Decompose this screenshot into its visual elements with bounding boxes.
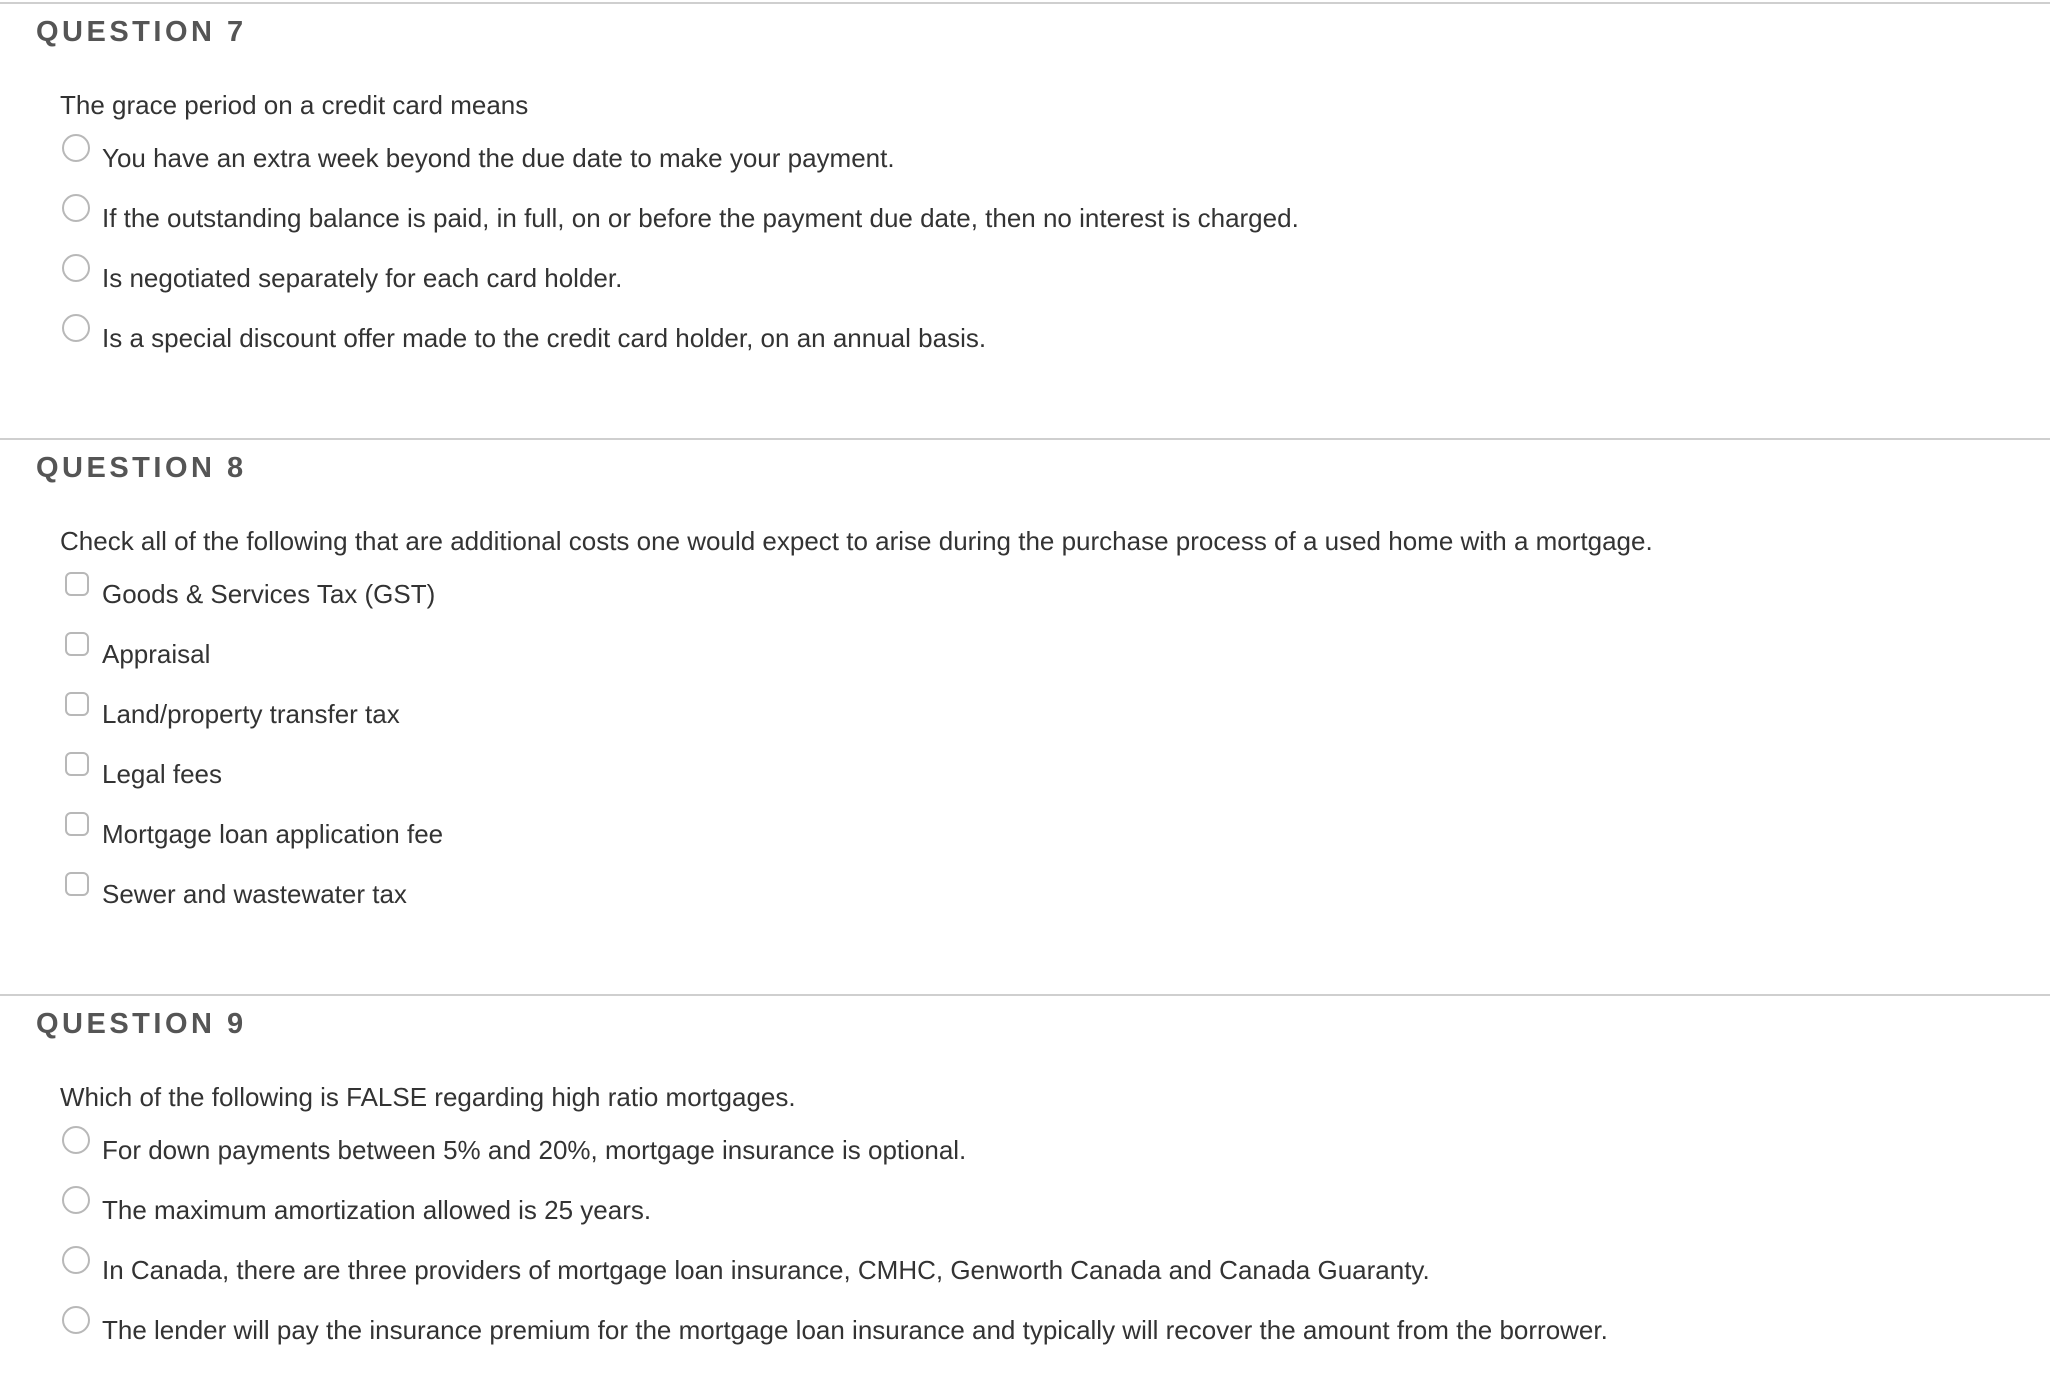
option-label[interactable]: For down payments between 5% and 20%, mortgage insurance is optional.: [102, 1135, 967, 1165]
checkbox[interactable]: [65, 812, 89, 836]
question-prompt: Which of the following is FALSE regarding high ratio mortgages.: [60, 1082, 796, 1112]
option-label[interactable]: Legal fees: [102, 759, 222, 789]
radio-button[interactable]: [62, 134, 90, 162]
question-9: [0, 994, 2050, 1378]
option-label[interactable]: Land/property transfer tax: [102, 699, 400, 729]
radio-button[interactable]: [62, 194, 90, 222]
question-title: QUESTION 8: [36, 452, 247, 484]
option-label[interactable]: If the outstanding balance is paid, in full, on or before the payment due date, then no interest is charged.: [102, 203, 1299, 233]
question-7: [0, 2, 2050, 440]
radio-button[interactable]: [62, 314, 90, 342]
checkbox[interactable]: [65, 632, 89, 656]
radio-button[interactable]: [62, 1126, 90, 1154]
option-label[interactable]: Goods & Services Tax (GST): [102, 579, 436, 609]
option-label[interactable]: Is a special discount offer made to the credit card holder, on an annual basis.: [102, 323, 987, 353]
radio-button[interactable]: [62, 254, 90, 282]
option-label[interactable]: Sewer and wastewater tax: [102, 879, 407, 909]
option-label[interactable]: Appraisal: [102, 639, 211, 669]
checkbox[interactable]: [65, 572, 89, 596]
radio-button[interactable]: [62, 1306, 90, 1334]
question-prompt: The grace period on a credit card means: [60, 90, 529, 120]
checkbox[interactable]: [65, 692, 89, 716]
option-label[interactable]: Is negotiated separately for each card holder.: [102, 263, 623, 293]
option-label[interactable]: In Canada, there are three providers of mortgage loan insurance, CMHC, Genworth Canada and Canada Guaranty.: [102, 1255, 1430, 1285]
question-8: [0, 438, 2050, 996]
option-label[interactable]: The lender will pay the insurance premium for the mortgage loan insurance and typically will recover the amount from the borrower.: [102, 1315, 1608, 1345]
checkbox[interactable]: [65, 752, 89, 776]
question-title: QUESTION 9: [36, 1008, 247, 1040]
radio-button[interactable]: [62, 1246, 90, 1274]
option-label[interactable]: Mortgage loan application fee: [102, 819, 444, 849]
question-title: QUESTION 7: [36, 16, 247, 48]
checkbox[interactable]: [65, 872, 89, 896]
option-label[interactable]: The maximum amortization allowed is 25 years.: [102, 1195, 652, 1225]
question-prompt: Check all of the following that are additional costs one would expect to arise during the purchase process of a used home with a mortgage.: [60, 526, 1653, 556]
option-label[interactable]: You have an extra week beyond the due date to make your payment.: [102, 143, 895, 173]
radio-button[interactable]: [62, 1186, 90, 1214]
